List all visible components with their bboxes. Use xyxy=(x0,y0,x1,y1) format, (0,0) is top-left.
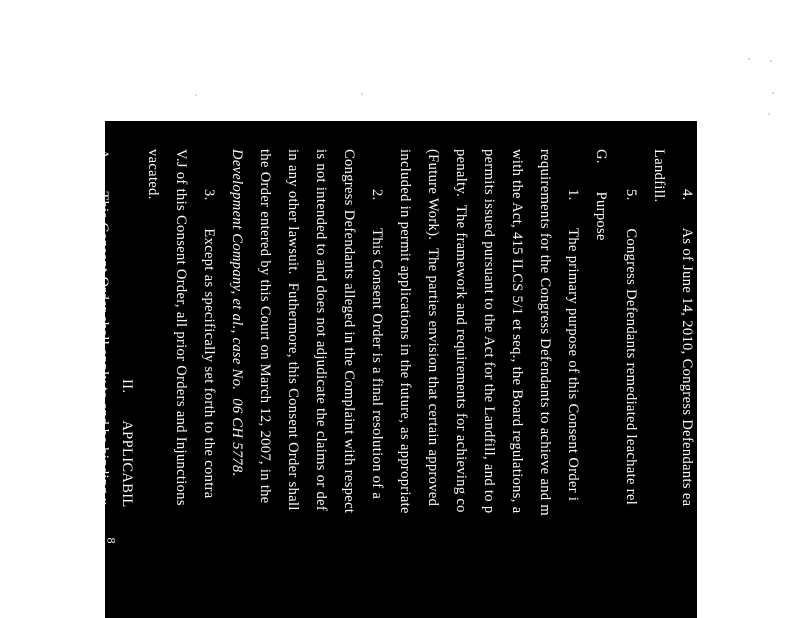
doc-line: permits issued pursuant to the Act for the Landfill, and to p xyxy=(481,149,497,514)
doc-line: 3. Except as specifically set forth to the contra xyxy=(201,189,217,499)
scan-speck xyxy=(195,94,197,96)
doc-line: 1. The primary purpose of this Consent Order i xyxy=(565,189,581,502)
doc-line: The Congress Defendants waive as a defense to any enforc xyxy=(69,149,85,511)
doc-line: vacated. xyxy=(145,149,161,200)
scan-speck xyxy=(772,92,774,94)
doc-line: the Order entered by this Court on March 12, 2007, in the xyxy=(257,149,273,504)
doc-line: with the Act, 415 ILCS 5/1 et seq., the Board regulations, a xyxy=(509,149,525,514)
doc-line: (Future Work). The parties envision that certain approved xyxy=(425,149,441,507)
doc-line: 5. Congress Defendants remediated leachate rel xyxy=(623,189,639,506)
doc-line: G. Purpose xyxy=(593,149,609,241)
doc-line: Congress Defendants alleged in the Complaint with respect xyxy=(341,149,357,514)
page-number: 8 xyxy=(104,537,119,544)
scan-speck xyxy=(748,58,750,60)
scan-speck xyxy=(770,60,772,62)
scanned-document-page xyxy=(69,121,697,618)
doc-line: penalty. The framework and requirements for achieving co xyxy=(453,149,469,513)
scan-speck xyxy=(768,113,770,115)
doc-line: included in permit applications in the future, as appropriate xyxy=(397,149,413,514)
doc-line: Development Company, et al., case No. 06 CH 5778. xyxy=(229,149,245,477)
doc-line: in any other lawsuit. Futhermore, this Consent Order shall xyxy=(285,149,301,511)
doc-line: 2. This Consent Order is a final resolution of a xyxy=(369,189,385,500)
doc-line: A. This Consent Order shall apply to and be binding u xyxy=(95,149,111,506)
doc-line: V.J of this Consent Order, all prior Orders and Injunctions xyxy=(173,149,189,506)
doc-line: requirements for the Congress Defendants to achieve and m xyxy=(537,149,553,517)
scan-speck xyxy=(361,93,363,95)
doc-heading: II. APPLICABIL xyxy=(119,379,135,508)
doc-line: Landfill. xyxy=(651,149,667,203)
doc-line: is not intended to and does not adjudicate the claims or def xyxy=(313,149,329,512)
rotated-page-content xyxy=(69,121,697,618)
doc-line: 4. As of June 14, 2010, Congress Defendants ea xyxy=(679,189,695,507)
